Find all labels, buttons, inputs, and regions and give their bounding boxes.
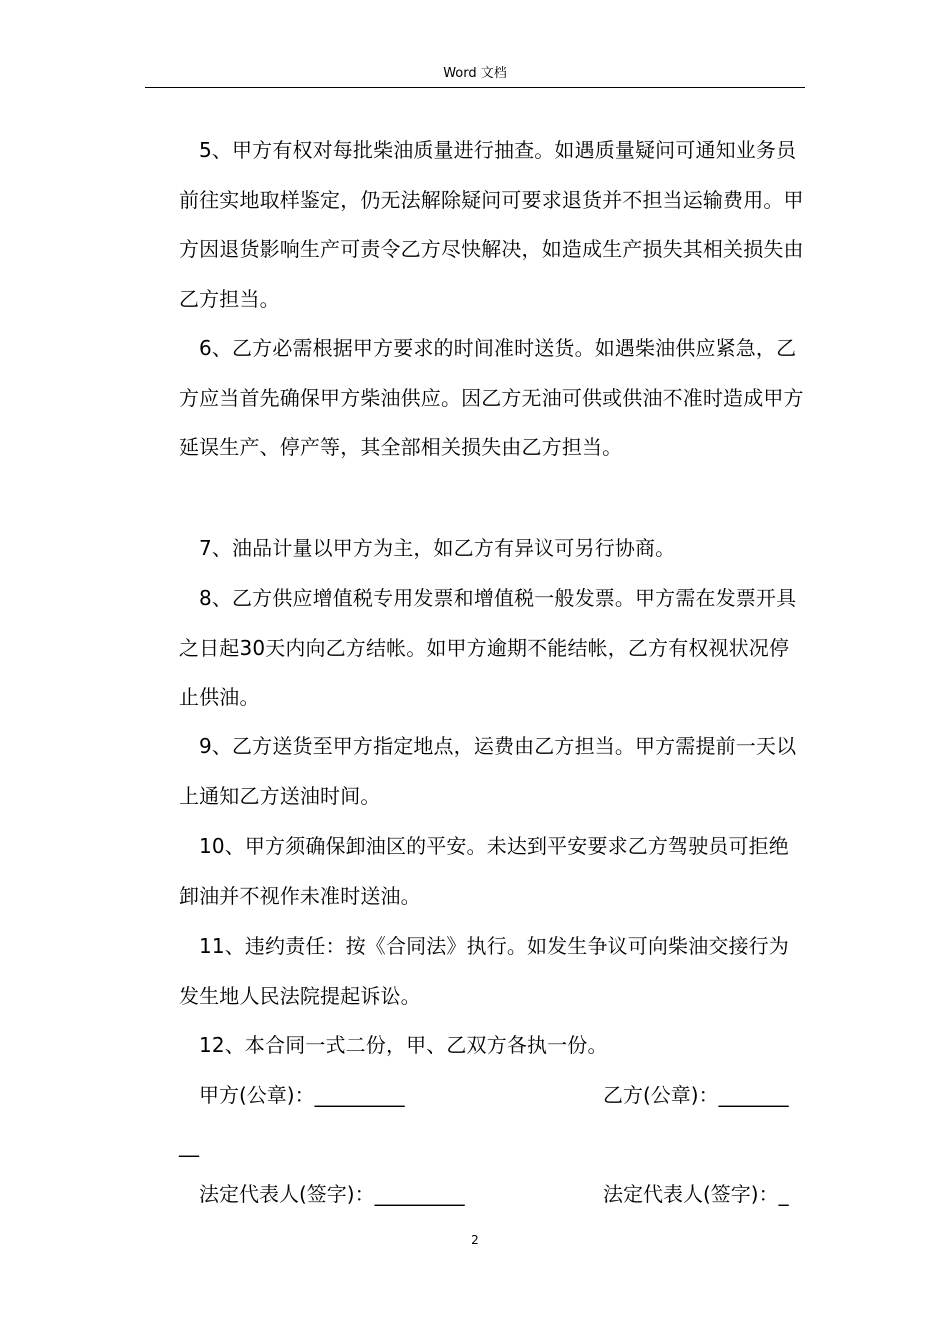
clause-5: 5、甲方有权对每批柴油质量进行抽查。如遇质量疑问可通知业务员前往实地取样鉴定，仍无法解除疑问可要求退货并不担当运输费用。甲方因退货影响生产可责令乙方尽快解决，如造成生产损失其相关损失由乙方担当。: [179, 138, 804, 311]
clause-10: 10、甲方须确保卸油区的平安。未达到平安要求乙方驾驶员可拒绝卸油并不视作未准时送油。: [179, 834, 789, 908]
party-a-representative-line: 法定代表人(签字)：_________: [199, 1182, 465, 1206]
header-divider: [145, 87, 805, 88]
clause-8: 8、乙方供应增值税专用发票和增值税一般发票。甲方需在发票开具之日起30天内向乙方结帐。如甲方逾期不能结帐，乙方有权视状况停止供油。: [179, 586, 797, 709]
party-b-representative-line: 法定代表人(签字)：_: [603, 1182, 789, 1206]
party-b-seal-line: 乙方(公章)：_______: [603, 1083, 789, 1107]
clause-11: 11、违约责任：按《合同法》执行。如发生争议可向柴油交接行为发生地人民法院提起诉讼。: [179, 934, 789, 1008]
party-a-seal-line: 甲方(公章)：_________: [199, 1083, 405, 1107]
clause-12: 12、本合同一式二份，甲、乙双方各执一份。: [199, 1033, 608, 1057]
page-header: Word 文档: [443, 66, 507, 81]
party-b-seal-line-continuation: __: [179, 1133, 199, 1157]
clause-6: 6、乙方必需根据甲方要求的时间准时送货。如遇柴油供应紧急，乙方应当首先确保甲方柴油供应。因乙方无油可供或供油不准时造成甲方延误生产、停产等，其全部相关损失由乙方担当。: [179, 336, 804, 459]
seal-signature-row: [179, 1071, 807, 1121]
representative-signature-row: [179, 1170, 807, 1220]
clause-7: 7、油品计量以甲方为主，如乙方有异议可另行协商。: [199, 536, 676, 560]
clause-9: 9、乙方送货至甲方指定地点，运费由乙方担当。甲方需提前一天以上通知乙方送油时间。: [179, 734, 797, 808]
page-number: 2: [471, 1233, 479, 1247]
